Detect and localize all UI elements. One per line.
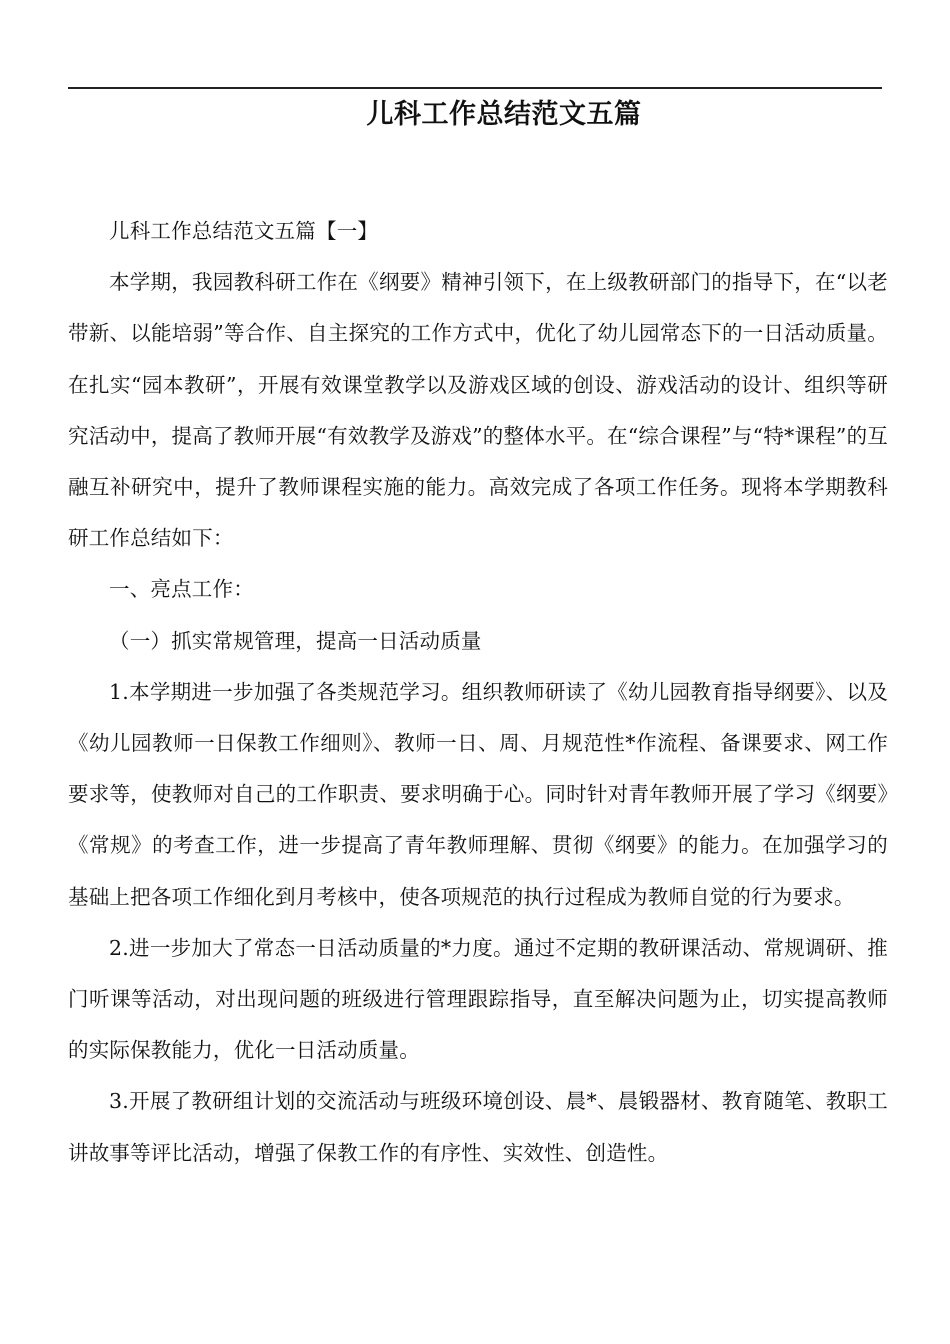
paragraph-item-3: 3.开展了教研组计划的交流活动与班级环境创设、晨*、晨锻器材、教育随笔、教职工讲故事等评比活动，增强了保教工作的有序性、实效性、创造性。	[68, 1089, 888, 1165]
document-title: 儿科工作总结范文五篇	[366, 99, 642, 130]
intro-paragraph: 本学期，我园教科研工作在《纲要》精神引领下，在上级教研部门的指导下，在“以老带新、以能培弱”等合作、自主探究的工作方式中，优化了幼儿园常态下的一日活动质量。在扎实“园本教研”，开展有效课堂教学以及游戏区域的创设、游戏活动的设计、组织等研究活动中，提高了教师开展“有效教学及游戏”的整体水平。在“综合课程”与“特*课程”的互融互补研究中，提升了教师课程实施的能力。高效完成了各项工作任务。现将本学期教科研工作总结如下：	[68, 270, 888, 551]
section-heading: 儿科工作总结范文五篇【一】	[109, 219, 379, 243]
subheading-routine-management: （一）抓实常规管理，提高一日活动质量	[109, 628, 482, 653]
paragraph-item-2: 2.进一步加大了常态一日活动质量的*力度。通过不定期的教研课活动、常规调研、推门听课等活动，对出现问题的班级进行管理跟踪指导，直至解决问题为止，切实提高教师的实际保教能力，优化一日活动质量。	[68, 935, 888, 1063]
header-rule	[68, 87, 882, 89]
subheading-highlights: 一、亮点工作：	[109, 577, 254, 602]
document-body	[68, 206, 888, 1179]
paragraph-item-1: 1.本学期进一步加强了各类规范学习。组织教师研读了《幼儿园教育指导纲要》、以及《幼儿园教师一日保教工作细则》、教师一日、周、月规范性*作流程、备课要求、网工作要求等，使教师对自己的工作职责、要求明确于心。同时针对青年教师开展了学习《纲要》《常规》的考查工作，进一步提高了青年教师理解、贯彻《纲要》的能力。在加强学习的基础上把各项工作细化到月考核中，使各项规范的执行过程成为教师自觉的行为要求。	[68, 679, 888, 909]
